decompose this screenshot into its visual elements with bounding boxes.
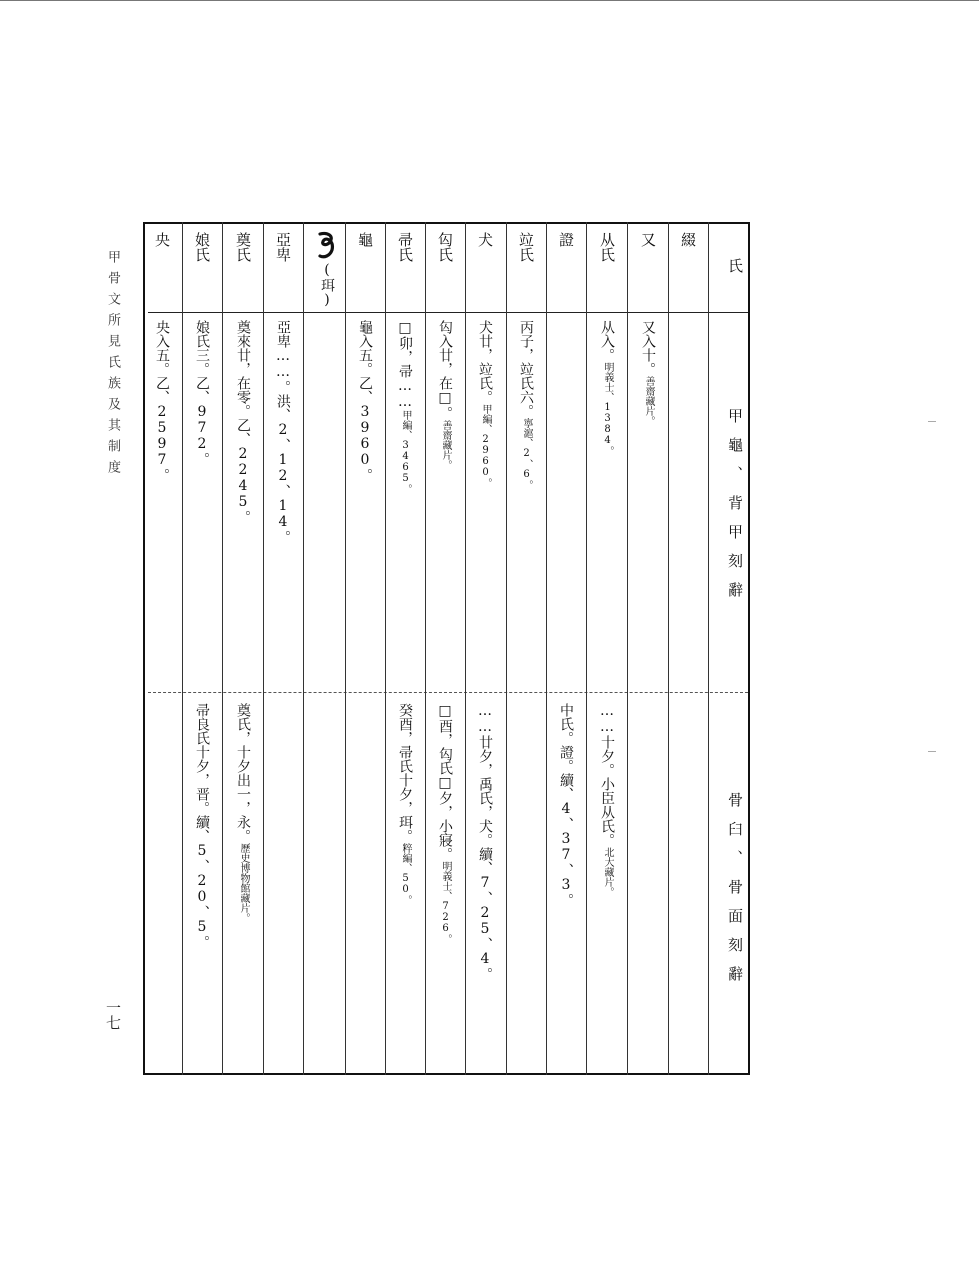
column-divider xyxy=(668,222,669,1075)
bone-inscription: 癸酉，帚氏十夕，珥。粹編、50。 xyxy=(397,703,413,905)
bone-inscription: 中氏。證。續、4、37、3。 xyxy=(558,703,574,907)
clan-name: 又 xyxy=(639,232,657,247)
shell-inscription: 犬廿，竝氏。甲編、2960。 xyxy=(477,320,493,488)
running-title: 甲骨文所見氏族及其制度 xyxy=(105,250,120,481)
shell-inscription: 匃入廿，在□。善齋藏片。 xyxy=(437,320,453,470)
clan-name: 犬 xyxy=(476,232,494,247)
column-divider xyxy=(586,222,587,1075)
clan-glyph-icon xyxy=(314,230,340,260)
header-bone-label: 骨臼、骨面刻辭 xyxy=(726,792,744,995)
scan-mark xyxy=(928,421,936,422)
page-number: 一七 xyxy=(104,1000,122,1030)
clan-name: 奠氏 xyxy=(234,232,252,262)
page-top-rule xyxy=(0,0,979,1)
clan-name: 帚氏 xyxy=(396,232,414,262)
clan-name: 竝氏 xyxy=(517,232,535,262)
shell-inscription: 又入十。善齋藏片。 xyxy=(640,320,656,426)
clan-glyph-cell xyxy=(312,230,342,308)
shell-inscription: 从入。明義士、1384。 xyxy=(599,320,615,456)
column-divider xyxy=(425,222,426,1075)
shell-inscription: 奠來廿，在零。乙、2245。 xyxy=(235,320,251,524)
column-divider xyxy=(506,222,507,1075)
header-clan-label: 氏 xyxy=(726,258,744,287)
name-row-divider xyxy=(148,312,748,313)
column-divider xyxy=(263,222,264,1075)
column-divider xyxy=(546,222,547,1075)
clan-name: 匃氏 xyxy=(436,232,454,262)
shell-inscription: 亞卑……。洪、2、12、14。 xyxy=(275,320,291,544)
clan-name: 綴 xyxy=(679,232,697,247)
clan-name: 證 xyxy=(557,232,575,247)
column-divider xyxy=(708,222,709,1075)
shell-inscription: 娘氏三。乙、972。 xyxy=(194,320,210,466)
bone-inscription: 帚良氏十夕，晋。續、5、20、5。 xyxy=(194,703,210,949)
clan-name: 亞卑 xyxy=(274,232,292,262)
clan-name: 龜 xyxy=(356,232,374,247)
scan-mark xyxy=(928,751,936,752)
header-shell-label: 甲龜、背甲刻辭 xyxy=(726,408,744,611)
shell-inscription: 丙子，竝氏六。寧滬、2、6。 xyxy=(518,320,534,490)
clan-name: 从氏 xyxy=(598,232,616,262)
clan-name: (珥) xyxy=(319,262,335,308)
column-divider xyxy=(627,222,628,1075)
section-divider xyxy=(148,692,748,693)
bone-inscription: ……廿夕，禹氏，犬。續、7、25、4。 xyxy=(477,703,493,981)
column-divider xyxy=(385,222,386,1075)
column-divider xyxy=(182,222,183,1075)
shell-inscription: □卯，帚……甲編、3465。 xyxy=(397,320,413,494)
clan-name: 央 xyxy=(153,232,171,247)
column-divider xyxy=(303,222,304,1075)
column-divider xyxy=(465,222,466,1075)
bone-inscription: □酉，匃氏□夕，小寢。明義士、726。 xyxy=(437,703,453,944)
bone-inscription: 奠氏，十夕出一，永。歷史博物館藏片。 xyxy=(235,703,251,923)
shell-inscription: 龜入五。乙、3960。 xyxy=(357,320,373,482)
clan-name: 娘氏 xyxy=(193,232,211,262)
column-divider xyxy=(345,222,346,1075)
column-divider xyxy=(222,222,223,1075)
shell-inscription: 央入五。乙、2597。 xyxy=(154,320,170,482)
bone-inscription: ……十夕。小臣从氏。北大藏片。 xyxy=(599,703,615,897)
